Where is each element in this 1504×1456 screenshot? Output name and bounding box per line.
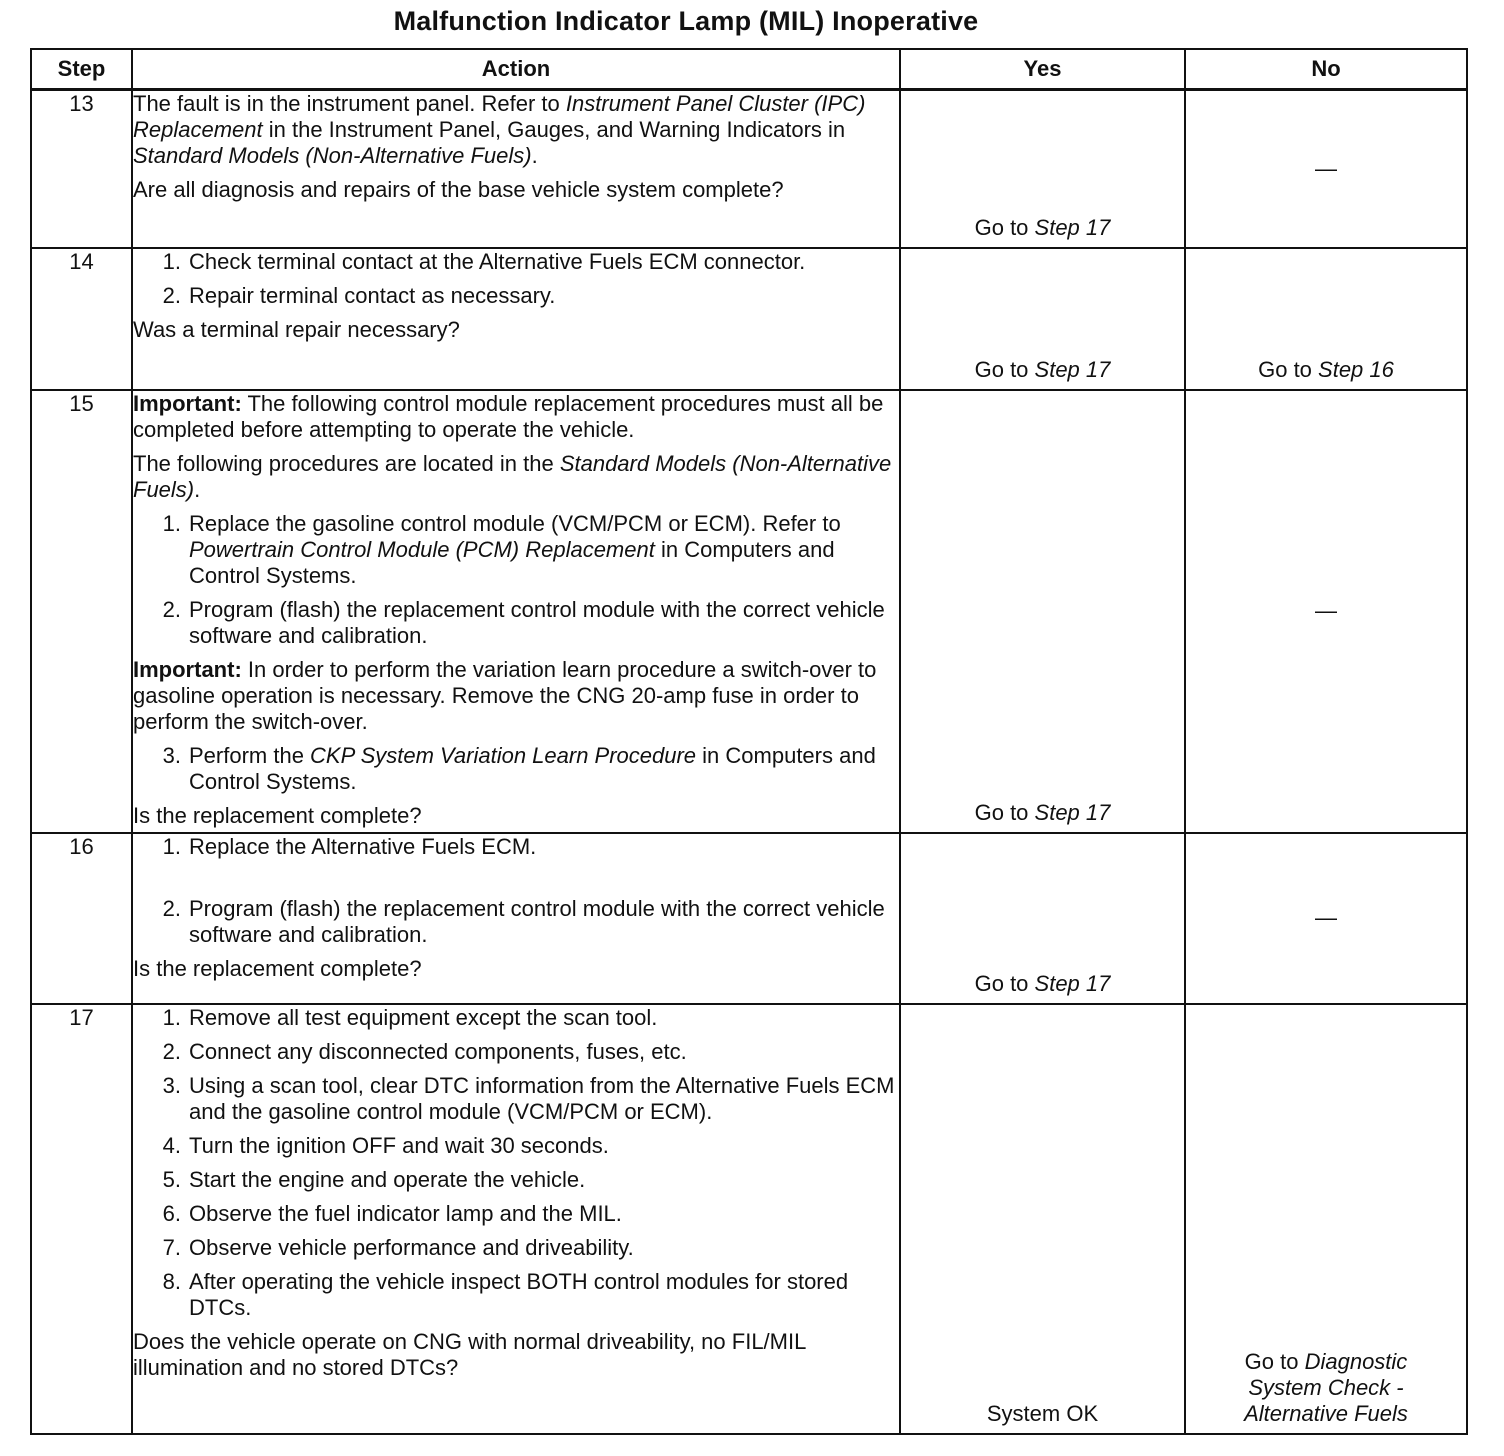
list-item: 3. Using a scan tool, clear DTC information from the Alternative Fuels ECM and the gasoline control module (VCM/PCM or ECM). <box>162 1072 895 1124</box>
yes-cell: Go to Step 17 <box>900 833 1185 1004</box>
list-item: 3. Perform the CKP System Variation Learn Procedure in Computers and Control Systems. <box>162 742 876 794</box>
table-row-step-13 <box>31 90 1467 248</box>
list-item: 2. Program (flash) the replacement control module with the correct vehicle software and calibration. <box>162 895 885 947</box>
step-number: 13 <box>31 90 132 248</box>
list-item: 1. Replace the Alternative Fuels ECM. <box>162 833 537 859</box>
step-reference: Step 17 <box>1034 799 1111 825</box>
step-reference: Diagnostic System Check - Alternative Fuels <box>1244 1348 1408 1426</box>
table-row-step-14 <box>31 248 1467 390</box>
step-reference: Step 17 <box>1034 356 1111 382</box>
diagnostic-table <box>30 48 1468 1435</box>
no-cell: Go to Diagnostic System Check - Alternative Fuels <box>1185 1004 1467 1434</box>
list-item: 1. Remove all test equipment except the scan tool. <box>162 1004 658 1030</box>
list-item: 7. Observe vehicle performance and driveability. <box>162 1234 634 1260</box>
action-cell <box>132 1004 900 1434</box>
list-item: 1. Replace the gasoline control module (VCM/PCM or ECM). Refer to Powertrain Control Module (PCM) Replacement in Computers and Control Systems. <box>162 510 841 588</box>
procedure-list <box>133 834 899 948</box>
header-no: No <box>1185 49 1467 90</box>
procedure-list <box>133 1005 899 1321</box>
step-number: 15 <box>31 390 132 833</box>
list-item: 2. Repair terminal contact as necessary. <box>162 282 556 308</box>
header-yes: Yes <box>900 49 1185 90</box>
action-cell <box>132 833 900 1004</box>
no-cell: — <box>1185 833 1467 1004</box>
step-number: 16 <box>31 833 132 1004</box>
step-number: 14 <box>31 248 132 390</box>
step-reference: Step 17 <box>1034 970 1111 996</box>
result-text: System OK <box>986 1400 1099 1426</box>
list-item: 2. Program (flash) the replacement control module with the correct vehicle software and calibration. <box>162 596 885 648</box>
important-note: Important: The following control module replacement procedures must all be completed before attempting to operate the vehicle. <box>133 390 884 442</box>
list-item: 4. Turn the ignition OFF and wait 30 seconds. <box>162 1132 609 1158</box>
yes-cell: Go to Step 17 <box>900 390 1185 833</box>
header-action: Action <box>132 49 900 90</box>
action-question: Is the replacement complete? <box>133 955 422 981</box>
yes-cell: Go to Step 17 <box>900 248 1185 390</box>
list-item: 2. Connect any disconnected components, fuses, etc. <box>162 1038 687 1064</box>
action-question: Are all diagnosis and repairs of the base vehicle system complete? <box>133 177 784 202</box>
table-row-step-16 <box>31 833 1467 1004</box>
procedure-list <box>133 249 899 309</box>
no-cell: — <box>1185 390 1467 833</box>
step-reference: Step 17 <box>1034 214 1111 240</box>
procedure-list <box>133 511 899 649</box>
header-step: Step <box>31 49 132 90</box>
page-title: Malfunction Indicator Lamp (MIL) Inoperative <box>393 6 979 36</box>
action-text: The fault is in the instrument panel. Refer to Instrument Panel Cluster (IPC) Replacement in the Instrument Panel, Gauges, and Warning Indicators in Standard Models (Non-Alternative Fuels). <box>133 91 866 168</box>
step-reference: Step 16 <box>1318 356 1394 382</box>
list-item: 5. Start the engine and operate the vehicle. <box>162 1166 586 1192</box>
list-item: 6. Observe the fuel indicator lamp and the MIL. <box>162 1200 622 1226</box>
action-cell <box>132 90 900 248</box>
procedure-location: The following procedures are located in the Standard Models (Non-Alternative Fuels). <box>133 450 892 502</box>
header-row <box>31 49 1467 90</box>
important-note: Important: In order to perform the variation learn procedure a switch-over to gasoline operation is necessary. Remove the CNG 20-amp fuse in order to perform the switch-over. <box>133 656 877 734</box>
action-question: Does the vehicle operate on CNG with normal driveability, no FIL/MIL illumination and no stored DTCs? <box>133 1328 806 1380</box>
list-item: 8. After operating the vehicle inspect BOTH control modules for stored DTCs. <box>162 1268 849 1320</box>
no-cell: Go to Step 16 <box>1185 248 1467 390</box>
step-number: 17 <box>31 1004 132 1434</box>
yes-cell: Go to Step 17 <box>900 90 1185 248</box>
action-question: Is the replacement complete? <box>133 802 422 828</box>
yes-cell <box>900 1004 1185 1434</box>
table-row-step-15 <box>31 390 1467 833</box>
procedure-list <box>133 743 899 795</box>
list-item: 1. Check terminal contact at the Alternative Fuels ECM connector. <box>162 248 806 274</box>
action-cell <box>132 248 900 390</box>
action-question: Was a terminal repair necessary? <box>133 316 460 342</box>
table-row-step-17 <box>31 1004 1467 1434</box>
no-cell: — <box>1185 90 1467 248</box>
action-cell <box>132 390 900 833</box>
